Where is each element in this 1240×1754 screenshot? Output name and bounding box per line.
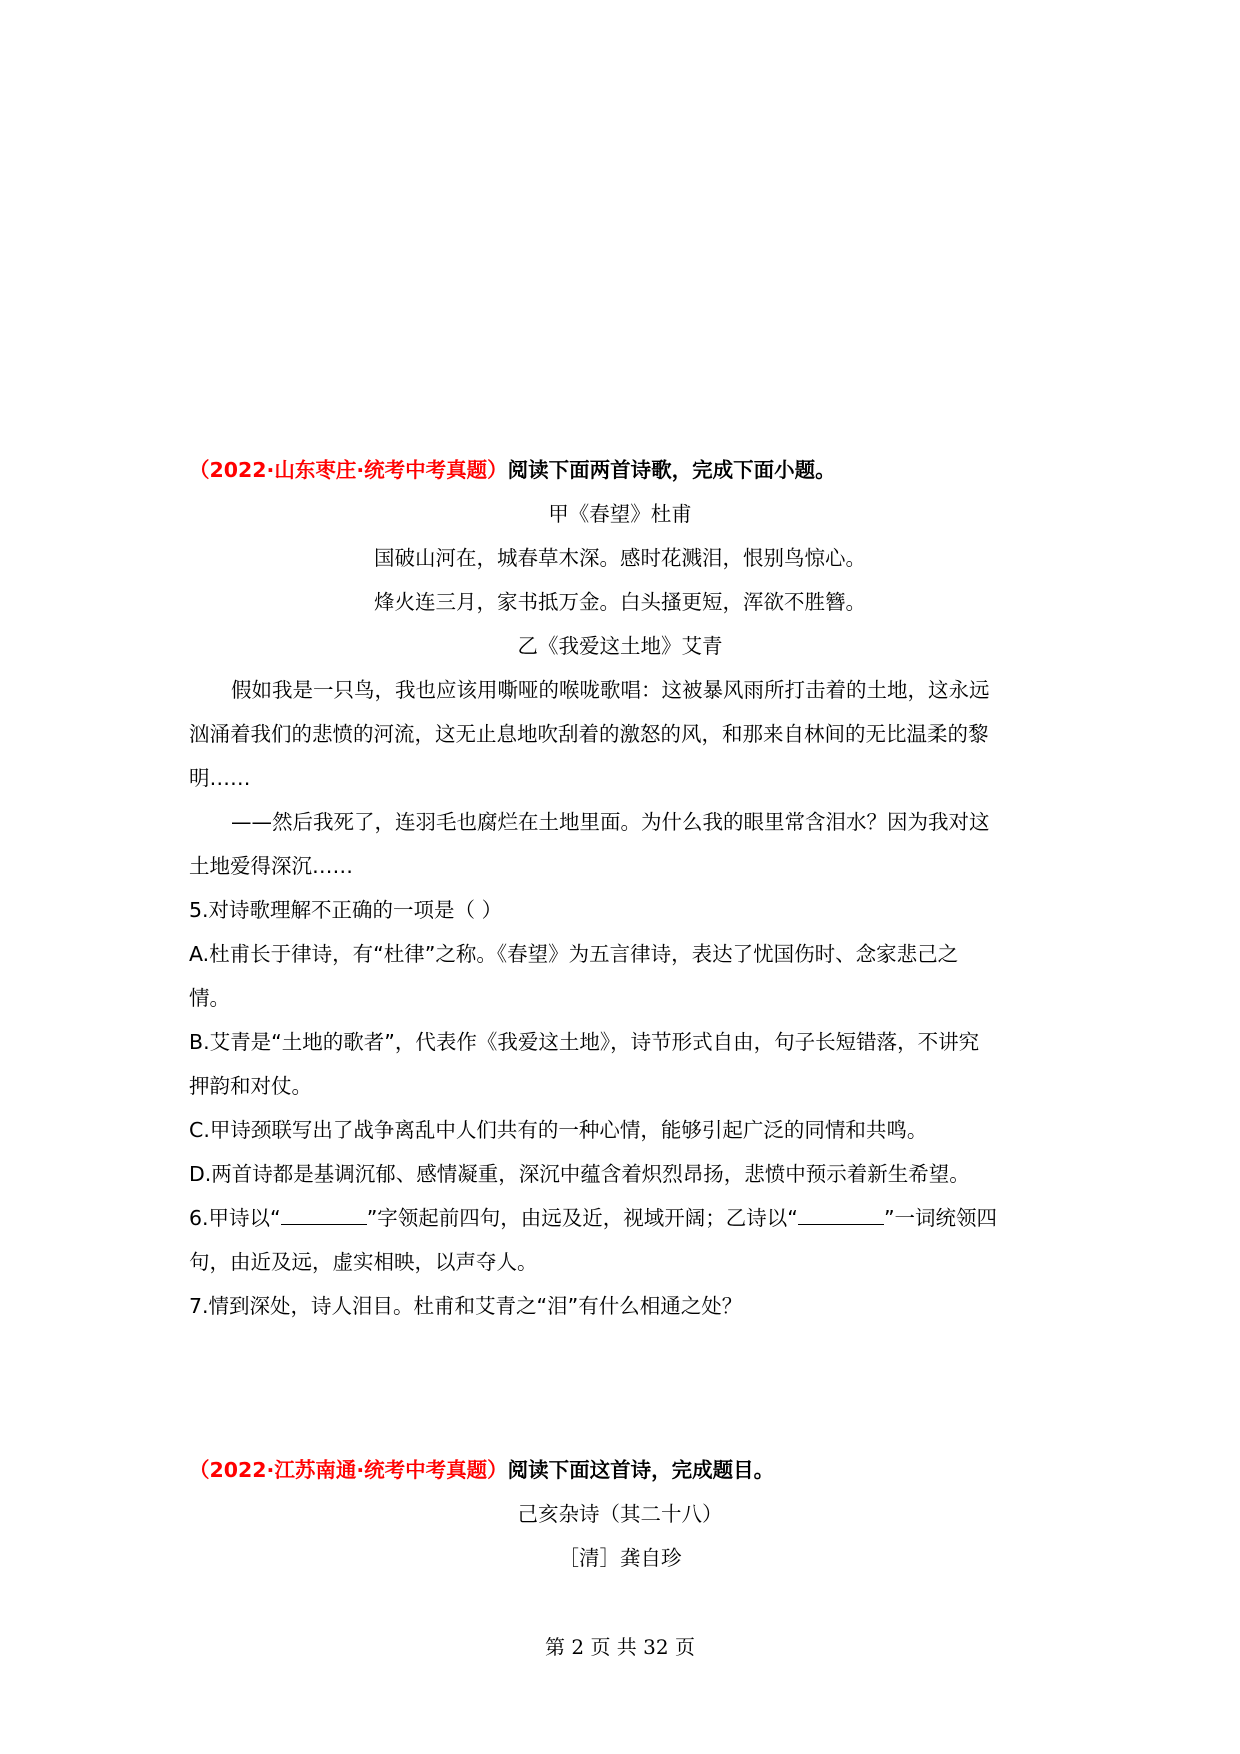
poem-a-title: 甲《春望》杜甫	[548, 502, 692, 526]
question-6-part2: ”字领起前四句，由远及近，视域开阔；乙诗以“	[366, 1206, 798, 1230]
question-source: （2022·山东枣庄·统考中考真题）	[189, 458, 508, 482]
question-6-part3: ”一词统领四	[883, 1206, 998, 1230]
poem-a-line: 国破山河在，城春草木深。感时花溅泪，恨别鸟惊心。	[374, 546, 866, 570]
option-b: 押韵和对仗。	[189, 1074, 312, 1098]
question-6-line2: 句，由近及远，虚实相映，以声夺人。	[189, 1250, 538, 1274]
option-a: 情。	[189, 986, 230, 1010]
poem-b-text: 明……	[189, 766, 251, 790]
option-a: A.杜甫长于律诗，有“杜律”之称。《春望》为五言律诗，表达了忧国伤时、念家悲己之	[189, 942, 959, 966]
answer-blank-1[interactable]	[281, 1204, 367, 1225]
poem-author: ［清］龚自珍	[558, 1546, 682, 1570]
poem-b-text: 汹涌着我们的悲愤的河流，这无止息地吹刮着的激怒的风，和那来自林间的无比温柔的黎	[189, 722, 989, 746]
answer-blank-2[interactable]	[798, 1204, 884, 1225]
option-c: C.甲诗颈联写出了战争离乱中人们共有的一种心情，能够引起广泛的同情和共鸣。	[189, 1118, 928, 1142]
poem-b-text: 假如我是一只鸟，我也应该用嘶哑的喉咙歌唱：这被暴风雨所打击着的土地，这永远	[231, 678, 990, 702]
question-instruction: 阅读下面两首诗歌，完成下面小题。	[507, 458, 836, 482]
poem-b-text: 土地爱得深沉……	[189, 854, 353, 878]
question-5-stem: 5.对诗歌理解不正确的一项是（ ）	[189, 898, 503, 922]
poem-b-text: ——然后我死了，连羽毛也腐烂在土地里面。为什么我的眼里常含泪水？因为我对这	[231, 810, 990, 834]
poem-b-title: 乙《我爱这土地》艾青	[517, 634, 723, 658]
question-group-1-heading	[189, 456, 836, 484]
question-6-stem	[189, 1204, 997, 1232]
option-d: D.两首诗都是基调沉郁、感情凝重，深沉中蕴含着炽烈昂扬，悲愤中预示着新生希望。	[189, 1162, 970, 1186]
question-7-stem: 7.情到深处，诗人泪目。杜甫和艾青之“泪”有什么相通之处？	[189, 1294, 743, 1318]
question-6-part1: 6.甲诗以“	[189, 1206, 281, 1230]
poem-title: 己亥杂诗（其二十八）	[517, 1502, 723, 1526]
page-number: 第 2 页 共 32 页	[545, 1635, 695, 1659]
question-group-2-heading	[189, 1456, 774, 1484]
question-instruction: 阅读下面这首诗，完成题目。	[507, 1458, 775, 1482]
question-source: （2022·江苏南通·统考中考真题）	[189, 1458, 508, 1482]
option-b: B.艾青是“土地的歌者”，代表作《我爱这土地》，诗节形式自由，句子长短错落，不讲究	[189, 1030, 980, 1054]
poem-a-line: 烽火连三月，家书抵万金。白头搔更短，浑欲不胜簪。	[374, 590, 866, 614]
